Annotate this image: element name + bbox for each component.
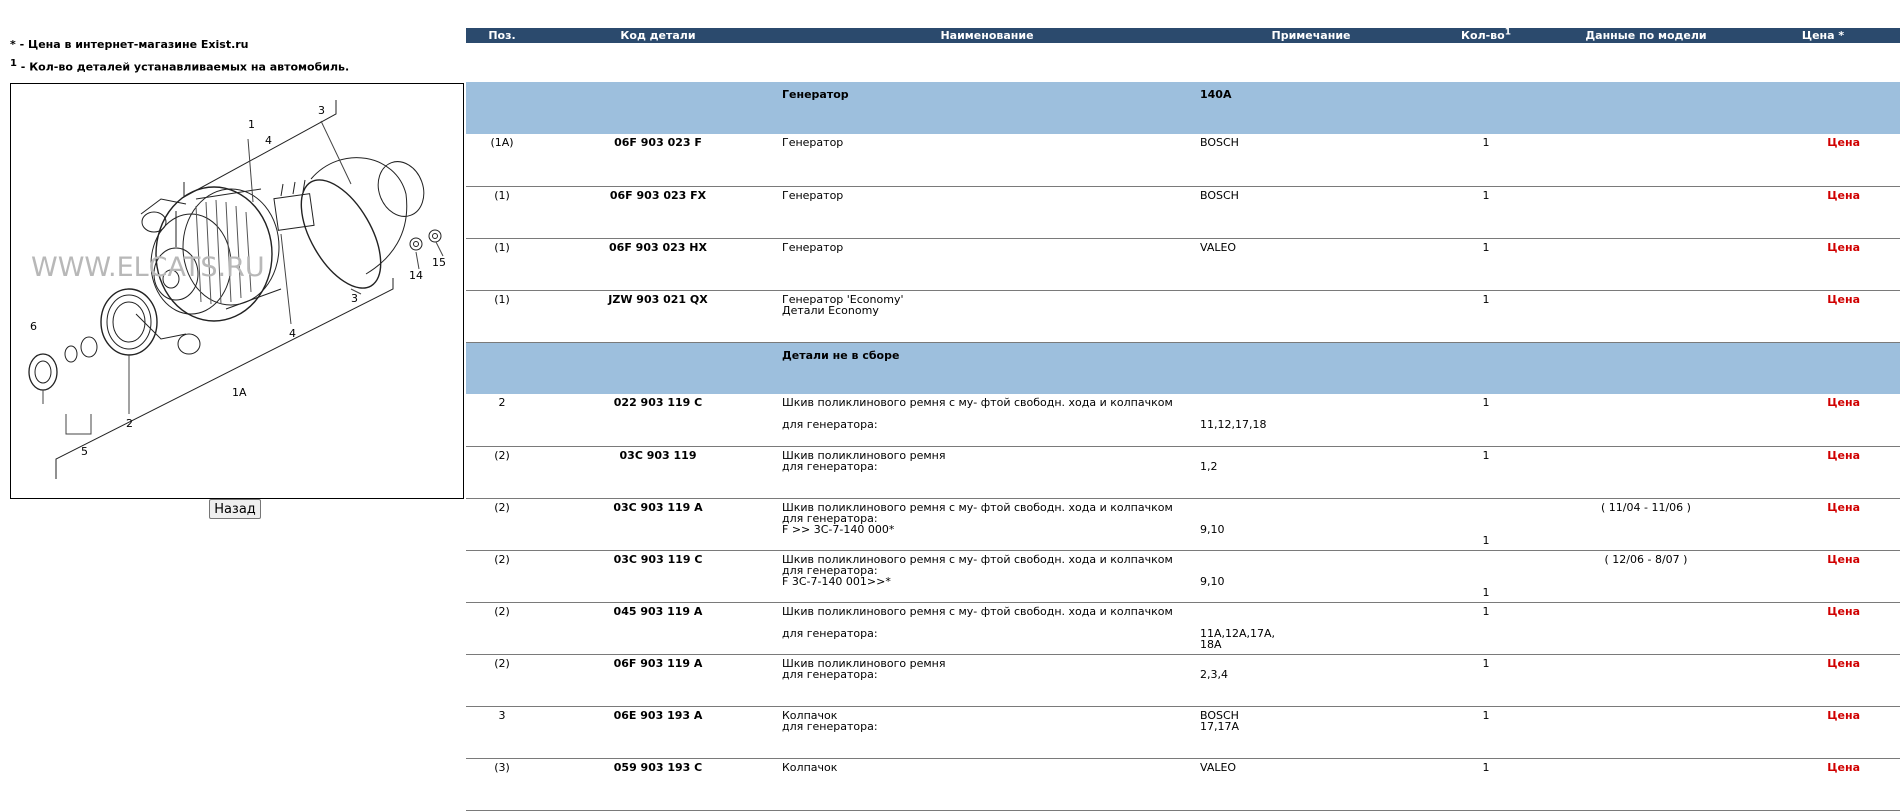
cell-pos: (1) — [466, 290, 538, 342]
name-subline: для генератора: — [782, 511, 878, 525]
cell-qty: 1 — [1426, 602, 1546, 654]
cell-model — [1546, 290, 1746, 342]
cell-pos: (1A) — [466, 134, 538, 186]
name-subline: для генератора: — [782, 626, 878, 640]
cell-name — [778, 290, 1196, 342]
name-line: Генератор — [782, 188, 844, 202]
cell-name — [778, 602, 1196, 654]
table-row — [466, 446, 1900, 498]
table-header-row — [466, 28, 1900, 43]
price-link[interactable]: Цена — [1746, 758, 1900, 810]
cell-note: VALEO — [1196, 238, 1426, 290]
name-condition: F >> 3C-7-140 000* — [782, 522, 895, 536]
table-row — [466, 394, 1900, 446]
label-4-bottom: 4 — [289, 327, 296, 340]
price-link[interactable]: Цена — [1746, 550, 1900, 602]
cell-note — [1196, 602, 1426, 654]
legend-one-mark: 1 — [10, 58, 17, 69]
note-line: BOSCH — [1200, 708, 1239, 722]
label-14: 14 — [409, 269, 423, 282]
label-2: 2 — [126, 417, 133, 430]
spacer-row — [466, 43, 1900, 82]
legend-qty-note — [10, 58, 349, 74]
cell-qty — [1426, 550, 1546, 602]
price-link[interactable]: Цена — [1746, 706, 1900, 758]
cell-note — [1196, 654, 1426, 706]
cell-code: 03C 903 119 A — [538, 498, 778, 550]
cell-name — [778, 758, 1196, 810]
cell-code: 03C 903 119 — [538, 446, 778, 498]
name-subline: Детали Economy — [782, 303, 879, 317]
cell-pos: (2) — [466, 550, 538, 602]
name-line: Колпачок — [782, 708, 838, 722]
label-4-top: 4 — [265, 134, 272, 147]
label-1a: 1A — [232, 386, 247, 399]
cell-qty: 1 — [1426, 134, 1546, 186]
cell-code: 06F 903 119 A — [538, 654, 778, 706]
cell-qty: 1 — [1426, 238, 1546, 290]
cell-pos: (2) — [466, 446, 538, 498]
name-subline: для генератора: — [782, 418, 878, 431]
legend-price-text: - Цена в интернет-магазине Exist.ru — [15, 38, 249, 51]
header-qty — [1426, 28, 1546, 43]
table-row — [466, 550, 1900, 602]
table-row — [466, 238, 1900, 290]
pulley — [101, 289, 157, 355]
price-link[interactable]: Цена — [1746, 186, 1900, 238]
name-line: Генератор — [782, 136, 844, 149]
price-link[interactable]: Цена — [1746, 134, 1900, 186]
cell-name — [778, 238, 1196, 290]
table-row — [466, 654, 1900, 706]
cell-pos: 3 — [466, 706, 538, 758]
cell-model — [1546, 446, 1746, 498]
section-title: Детали не в сборе — [782, 348, 900, 362]
cell-model — [1546, 602, 1746, 654]
header-note: Примечание — [1196, 28, 1426, 43]
name-line: Шкив поликлинового ремня — [782, 656, 946, 670]
note-line: 17,17A — [1200, 719, 1240, 733]
header-qty-sup: 1 — [1504, 27, 1511, 38]
label-6: 6 — [30, 320, 37, 333]
cell-qty: 1 — [1426, 186, 1546, 238]
price-link[interactable]: Цена — [1746, 602, 1900, 654]
cell-model — [1546, 238, 1746, 290]
cell-model — [1546, 134, 1746, 186]
price-link[interactable]: Цена — [1746, 290, 1900, 342]
label-5: 5 — [81, 445, 88, 458]
table-row — [466, 290, 1900, 342]
cell-name — [778, 654, 1196, 706]
label-1: 1 — [248, 118, 255, 131]
cell-model — [1546, 394, 1746, 446]
cell-qty: 1 — [1426, 706, 1546, 758]
cell-qty: 1 — [1426, 654, 1546, 706]
note-line: 11,12,17,18 — [1200, 418, 1267, 431]
parts-table — [466, 28, 1900, 811]
name-condition: F 3C-7-140 001>>* — [782, 574, 891, 588]
note-line: 18A — [1200, 637, 1222, 651]
section-title: Генератор — [782, 88, 849, 101]
cell-pos: (2) — [466, 602, 538, 654]
table-row — [466, 134, 1900, 186]
note-line: 9,10 — [1200, 574, 1225, 588]
section-row-loose-parts — [466, 342, 1900, 394]
cell-pos: (2) — [466, 498, 538, 550]
cell-pos: (2) — [466, 654, 538, 706]
name-subline: для генератора: — [782, 719, 878, 733]
price-link[interactable]: Цена — [1746, 654, 1900, 706]
cell-pos: (1) — [466, 238, 538, 290]
note-line: 1,2 — [1200, 459, 1218, 473]
header-model: Данные по модели — [1546, 28, 1746, 43]
header-code: Код детали — [538, 28, 778, 43]
cell-note — [1196, 550, 1426, 602]
table-row — [466, 758, 1900, 810]
cell-name — [778, 706, 1196, 758]
note-line: 9,10 — [1200, 522, 1225, 536]
cell-qty: 1 — [1426, 758, 1546, 810]
cell-name — [778, 446, 1196, 498]
table-row — [466, 186, 1900, 238]
cell-note — [1196, 706, 1426, 758]
qty-value: 1 — [1482, 585, 1490, 599]
exploded-parts-diagram — [10, 83, 464, 499]
table-row — [466, 706, 1900, 758]
cell-code: 06E 903 193 A — [538, 706, 778, 758]
name-line: Шкив поликлинового ремня — [782, 448, 946, 462]
cover-cap — [285, 167, 397, 301]
section-note: 140A — [1200, 88, 1232, 101]
cell-model — [1546, 654, 1746, 706]
cell-code: JZW 903 021 QX — [538, 290, 778, 342]
header-pos: Поз. — [466, 28, 538, 43]
cell-code: 045 903 119 A — [538, 602, 778, 654]
alternator-drawing — [11, 84, 463, 498]
name-line: Генератор — [782, 240, 844, 254]
cell-note: BOSCH — [1196, 186, 1426, 238]
cell-model: ( 12/06 - 8/07 ) — [1546, 550, 1746, 602]
note-line: 2,3,4 — [1200, 667, 1228, 681]
cell-qty — [1426, 498, 1546, 550]
price-link[interactable]: Цена — [1746, 498, 1900, 550]
cell-name — [778, 498, 1196, 550]
legend-qty-text: - Кол-во деталей устанавливаемых на автомобиль. — [16, 60, 350, 74]
price-link[interactable]: Цена — [1746, 446, 1900, 498]
cell-model — [1546, 758, 1746, 810]
cell-name — [778, 394, 1196, 446]
qty-value: 1 — [1482, 533, 1490, 547]
bracket-1 — [184, 100, 336, 197]
name-line: Генератор 'Economy' — [782, 292, 904, 306]
name-line: Шкив поликлинового ремня с му- фтой свободн. хода и колпачком — [782, 552, 1173, 566]
header-price: Цена * — [1746, 28, 1900, 43]
voltage-regulator — [274, 194, 314, 231]
cell-name — [778, 550, 1196, 602]
cell-code: 03C 903 119 C — [538, 550, 778, 602]
cell-note — [1196, 446, 1426, 498]
cell-code: 022 903 119 C — [538, 394, 778, 446]
cell-code: 06F 903 023 HX — [538, 238, 778, 290]
back-button[interactable]: Назад — [209, 499, 261, 519]
cell-code: 06F 903 023 FX — [538, 186, 778, 238]
watermark-text: WWW.ELCATS.RU — [31, 252, 265, 283]
cell-qty: 1 — [1426, 290, 1546, 342]
name-line: Шкив поликлинового ремня с му- фтой свободн. хода и колпачком — [782, 396, 1173, 409]
cell-note: VALEO — [1196, 758, 1426, 810]
price-link[interactable]: Цена — [1746, 238, 1900, 290]
section-row-generator — [466, 82, 1900, 134]
cell-code: 059 903 193 C — [538, 758, 778, 810]
name-subline: для генератора: — [782, 667, 878, 681]
table-row — [466, 498, 1900, 550]
note-line: 11A,12A,17A, — [1200, 626, 1276, 640]
cell-qty: 1 — [1426, 446, 1546, 498]
label-3-top: 3 — [318, 104, 325, 117]
cell-model — [1546, 186, 1746, 238]
cell-name — [778, 186, 1196, 238]
cell-note — [1196, 394, 1426, 446]
cell-note: BOSCH — [1196, 134, 1426, 186]
name-line: Шкив поликлинового ремня с му- фтой свободн. хода и колпачком — [782, 500, 1173, 514]
header-qty-label: Кол-во — [1461, 29, 1505, 42]
cell-model: ( 11/04 - 11/06 ) — [1546, 498, 1746, 550]
legend-star-mark: * — [10, 38, 16, 51]
cell-note — [1196, 498, 1426, 550]
cell-name — [778, 134, 1196, 186]
cell-pos: (1) — [466, 186, 538, 238]
label-15: 15 — [432, 256, 446, 269]
bracket-1a — [56, 278, 393, 479]
name-line: Шкив поликлинового ремня с му- фтой свободн. хода и колпачком — [782, 604, 1173, 618]
name-subline: для генератора: — [782, 459, 878, 473]
cell-model — [1546, 706, 1746, 758]
name-subline: для генератора: — [782, 563, 878, 577]
header-name: Наименование — [778, 28, 1196, 43]
price-link[interactable]: Цена — [1746, 394, 1900, 446]
cell-pos: 2 — [466, 394, 538, 446]
cell-pos: (3) — [466, 758, 538, 810]
label-3-bottom: 3 — [351, 292, 358, 305]
table-row — [466, 602, 1900, 654]
cell-qty: 1 — [1426, 394, 1546, 446]
cell-note — [1196, 290, 1426, 342]
legend-price-note — [10, 38, 249, 51]
cell-code: 06F 903 023 F — [538, 134, 778, 186]
name-line: Колпачок — [782, 760, 838, 774]
